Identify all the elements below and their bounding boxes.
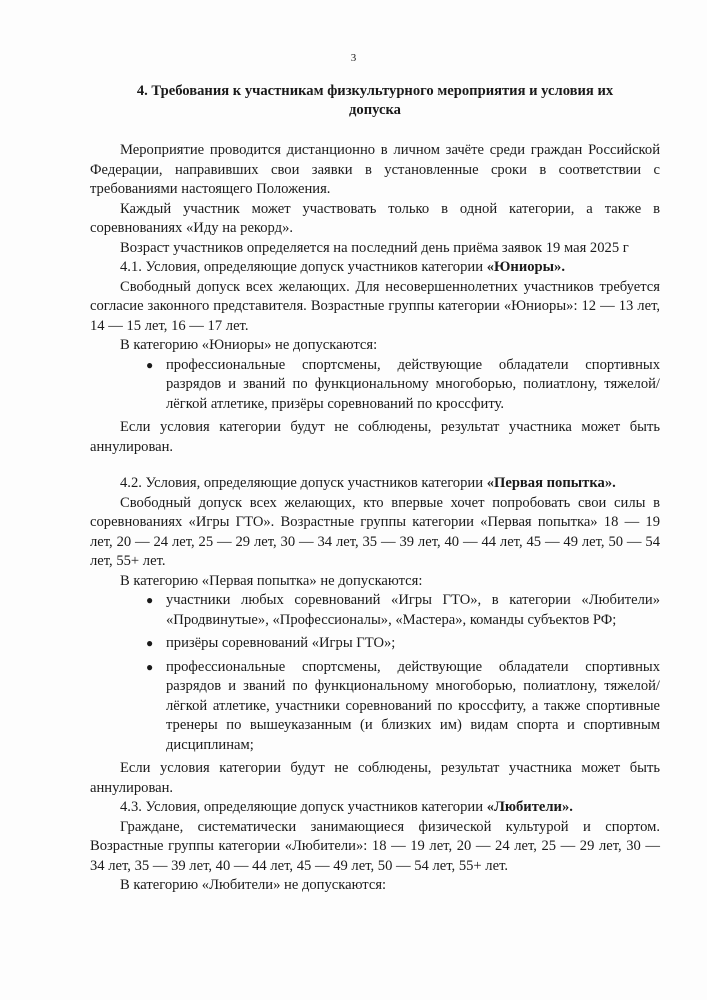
bullet-icon: ● — [146, 593, 154, 607]
bullet-icon: ● — [146, 357, 154, 372]
section-4-3-heading: 4.3. Условия, определяющие допуск участников категории «Любители». — [120, 799, 573, 815]
section-4-2-heading: 4.2. Условия, определяющие допуск участников категории «Первая попытка». — [120, 475, 616, 491]
document-body — [90, 82, 660, 896]
section-4-1 — [90, 258, 660, 457]
page-number: 3 — [350, 52, 357, 64]
section-4-2-note: Если условия категории будут не соблюдены, результат участника может быть аннулирован. — [90, 760, 660, 796]
list-item: ● профессиональные спортсмены, действующие обладатели спортивных разрядов и званий по функциональному многоборью, полиатлону, тяжелой/лёгкой атлетике, участники соревнований по кроссфиту, а также спортивные тренеры по вышеуказанным (и близких им) видам спорта и спортивным дисциплинам; — [146, 658, 660, 753]
section-4-1-exclusion-list — [90, 356, 660, 415]
list-item: ● профессиональные спортсмены, действующие обладатели спортивных разрядов и званий по функциональному многоборью, полиатлону, тяжелой/лёгкой атлетике, призёры соревнований по кроссфиту. — [146, 356, 660, 412]
intro-paragraph: Каждый участник может участвовать только в одной категории, а также в соревнованиях «Иду на рекорд». — [90, 200, 660, 236]
section-4-1-exclusion-intro: В категорию «Юниоры» не допускаются: — [120, 337, 378, 353]
list-item: ● участники любых соревнований «Игры ГТО», в категории «Любители» «Продвинутые», «Профессионалы», «Мастера», команды субъектов РФ; — [146, 592, 660, 628]
section-4-2-exclusion-intro: В категорию «Первая попытка» не допускаются: — [120, 572, 423, 589]
section-4-3 — [90, 798, 660, 896]
intro-paragraph: Мероприятие проводится дистанционно в личном зачёте среди граждан Российской Федерации, направивших свои заявки в установленные сроки в соответствии с требованиями настоящего Положения. — [90, 142, 660, 197]
section-4-2-body: Свободный допуск всех желающих, кто впервые хочет попробовать свои силы в соревнованиях «Игры ГТО». Возрастные группы категории «Первая попытка» 18 — 19 лет, 20 — 24 лет, 25 — 29 лет, 30 — 34 лет, 35 — 39 лет, 40 — 44 лет, 45 — 49 лет, 50 — 54 лет, 55+ лет. — [90, 494, 660, 569]
intro-block — [90, 141, 660, 258]
bullet-icon: ● — [146, 636, 154, 650]
intro-paragraph: Возраст участников определяется на последний день приёма заявок 19 мая 2025 г — [120, 239, 629, 256]
section-title: 4. Требования к участникам физкультурного мероприятия и условия их допуска — [136, 83, 614, 118]
section-4-3-body: Граждане, систематически занимающиеся физической культурой и спортом. Возрастные группы категории «Любители»: 18 — 19 лет, 20 — 24 лет, 25 — 29 лет, 30 — 34 лет, 35 — 39 лет, 40 — 44 лет, 45 — 49 лет, 50 — 54 лет, 55+ лет. — [90, 818, 660, 874]
list-item: ● призёры соревнований «Игры ГТО»; — [90, 634, 660, 654]
bullet-icon: ● — [146, 659, 154, 674]
section-4-3-exclusion-intro: В категорию «Любители» не допускаются: — [120, 877, 387, 893]
section-4-2-exclusion-list — [90, 591, 660, 755]
section-4-1-body: Свободный допуск всех желающих. Для несовершеннолетних участников требуется согласие законного представителя. Возрастные группы категории «Юниоры»: 12 — 13 лет, 14 — 15 лет, 16 — 17 лет. — [90, 278, 660, 334]
section-4-1-heading: 4.1. Условия, определяющие допуск участников категории «Юниоры». — [120, 259, 565, 275]
section-4-1-note: Если условия категории будут не соблюдены, результат участника может быть аннулирован. — [90, 419, 660, 455]
section-4-2 — [90, 474, 660, 798]
